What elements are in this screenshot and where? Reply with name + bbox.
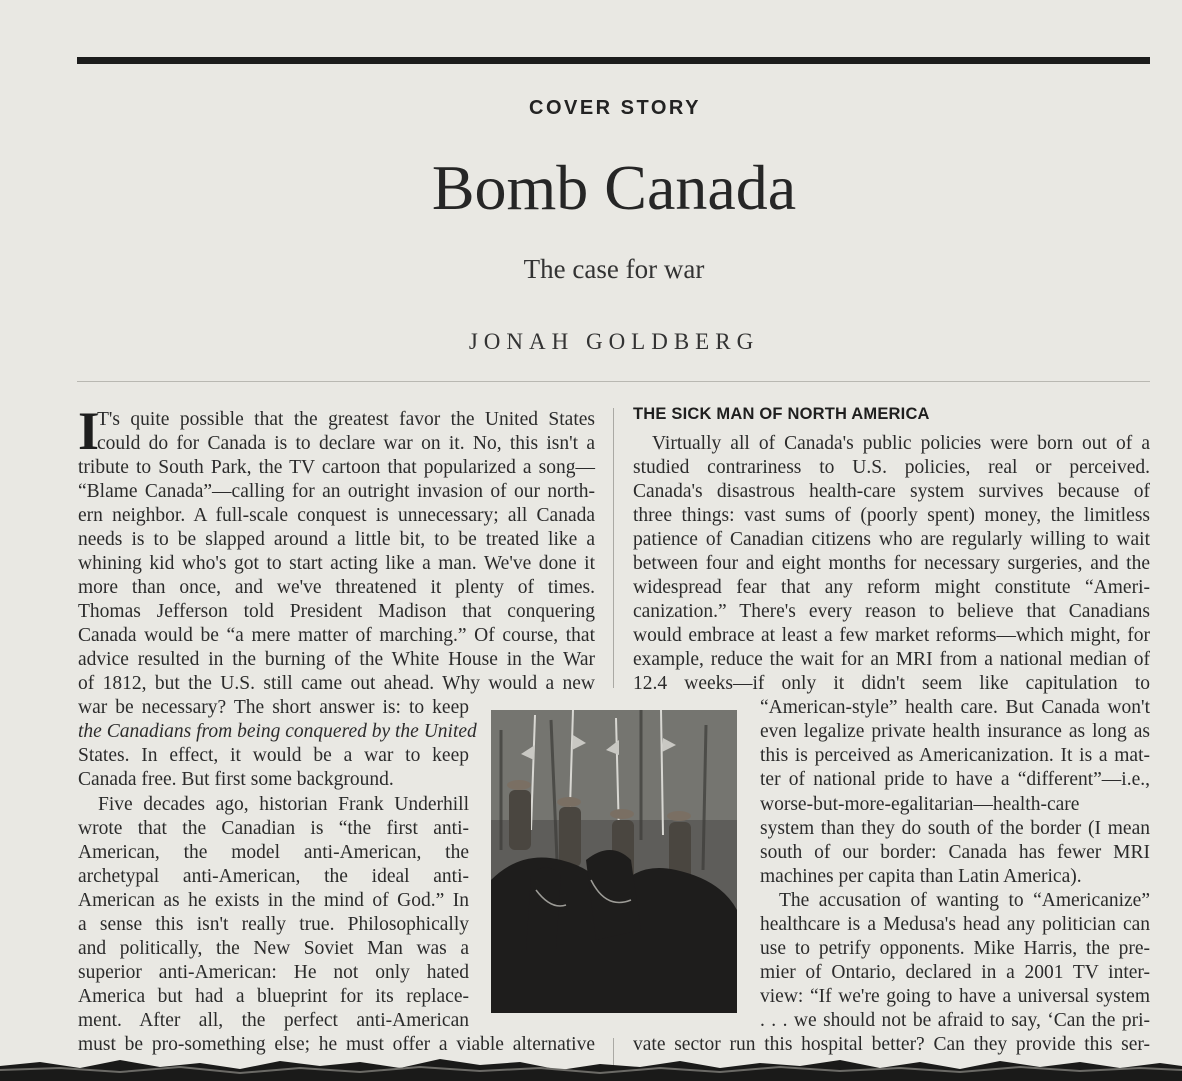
body-line: this is perceived as Americanization. It is a mat- <box>760 745 1150 766</box>
body-line: more than once, and we've threatened it plenty of times. <box>78 577 595 598</box>
body-line: Thomas Jefferson told President Madison that conquering <box>78 601 595 622</box>
body-line: whining kid who's got to start acting like a man. We've done it <box>78 553 595 574</box>
body-line: south of our border: Canada has fewer MRI <box>760 842 1150 863</box>
section-heading: THE SICK MAN OF NORTH AMERICA <box>633 405 930 423</box>
body-line: mier of Ontario, declared in a 2001 TV inter- <box>760 962 1150 983</box>
body-line: ern neighbor. A full-scale conquest is unnecessary; all Canada <box>78 505 595 526</box>
body-line: American as he exists in the mind of God.” In <box>78 890 469 911</box>
body-line: America but had a blueprint for its replace- <box>78 986 469 1007</box>
body-line: view: “If we're going to have a universal system <box>760 986 1150 1007</box>
header-divider <box>77 381 1150 382</box>
article-title: Bomb Canada <box>431 152 797 223</box>
body-line: must be pro-something else; he must offer a viable alternative <box>78 1034 595 1055</box>
body-line: canization.” There's every reason to believe that Canadians <box>633 601 1150 622</box>
column-divider <box>613 408 614 688</box>
body-line: The accusation of wanting to “Americanize” <box>779 890 1150 911</box>
body-line: States. In effect, it would be a war to keep <box>78 745 469 766</box>
body-line: 12.4 weeks—if only it didn't seem like capitulation to <box>633 673 1150 694</box>
body-line: American, the model anti-American, the <box>78 842 469 863</box>
mounted-police-photo <box>491 710 737 1013</box>
body-line: and politically, the New Soviet Man was a <box>78 938 469 959</box>
section-kicker: COVER STORY <box>529 97 701 119</box>
body-line: vate sector run this hospital better? Can they provide this ser- <box>633 1034 1150 1055</box>
body-line: three things: vast sums of (poorly spent) money, the limitless <box>633 505 1150 526</box>
body-line: war be necessary? The short answer is: to keep <box>78 697 469 718</box>
article-subtitle: The case for war <box>523 254 705 284</box>
body-line: the Canadians from being conquered by the United <box>78 721 477 742</box>
body-line: tribute to South Park, the TV cartoon that popularized a song— <box>78 457 595 478</box>
body-line: ter of national pride to have a “different”—i.e., <box>760 769 1150 790</box>
top-rule <box>77 57 1150 64</box>
body-line: advice resulted in the burning of the White House in the War <box>78 649 595 670</box>
body-line: system than they do south of the border (I mean <box>760 818 1150 839</box>
body-line: would embrace at least a few market reforms—which might, for <box>633 625 1150 646</box>
body-line: Canada's disastrous health-care system survives because of <box>633 481 1150 502</box>
body-line: T's quite possible that the greatest favor the United States <box>97 409 595 430</box>
body-line: a sense this isn't really true. Philosophically <box>78 914 469 935</box>
body-line: could do for Canada is to declare war on it. No, this isn't a <box>97 433 595 454</box>
body-line: machines per capita than Latin America). <box>760 866 1082 887</box>
torn-page-edge <box>0 1056 1182 1081</box>
body-line: studied contrariness to U.S. policies, real or perceived. <box>633 457 1150 478</box>
body-line: Canada would be “a mere matter of marching.” Of course, that <box>78 625 595 646</box>
body-line: example, reduce the wait for an MRI from a national median of <box>633 649 1150 670</box>
body-line: needs is to be slapped around a little bit, to be treated like a <box>78 529 595 550</box>
drop-cap: I <box>78 401 100 461</box>
body-line: healthcare is a Medusa's head any politician can <box>760 914 1150 935</box>
body-line: . . . we should not be afraid to say, ‘Can the pri- <box>760 1010 1150 1031</box>
body-line: use to petrify opponents. Mike Harris, the pre- <box>760 938 1150 959</box>
body-line: even legalize private health insurance as long as <box>760 721 1150 742</box>
body-line: wrote that the Canadian is “the first anti- <box>78 818 469 839</box>
body-line: archetypal anti-American, the ideal anti- <box>78 866 469 887</box>
body-line: “Blame Canada”—calling for an outright invasion of our north- <box>78 481 595 502</box>
body-line: patience of Canadian citizens who are regularly willing to wait <box>633 529 1150 550</box>
body-line: worse-but-more-egalitarian—health-care <box>760 794 1080 815</box>
body-line: superior anti-American: He not only hated <box>78 962 469 983</box>
body-line: widespread fear that any reform might constitute “Ameri- <box>633 577 1150 598</box>
body-line: Canada free. But first some background. <box>78 769 394 790</box>
body-line: ment. After all, the perfect anti-American <box>78 1010 469 1031</box>
body-line: of 1812, but the U.S. still came out ahead. Why would a new <box>78 673 595 694</box>
body-line: between four and eight months for necessary surgeries, and the <box>633 553 1150 574</box>
body-line: Five decades ago, historian Frank Underhill <box>98 794 469 815</box>
body-line: “American-style” health care. But Canada won't <box>760 697 1150 718</box>
body-line: Virtually all of Canada's public policies were born out of a <box>652 433 1150 454</box>
author-byline: JONAH GOLDBERG <box>468 329 760 354</box>
